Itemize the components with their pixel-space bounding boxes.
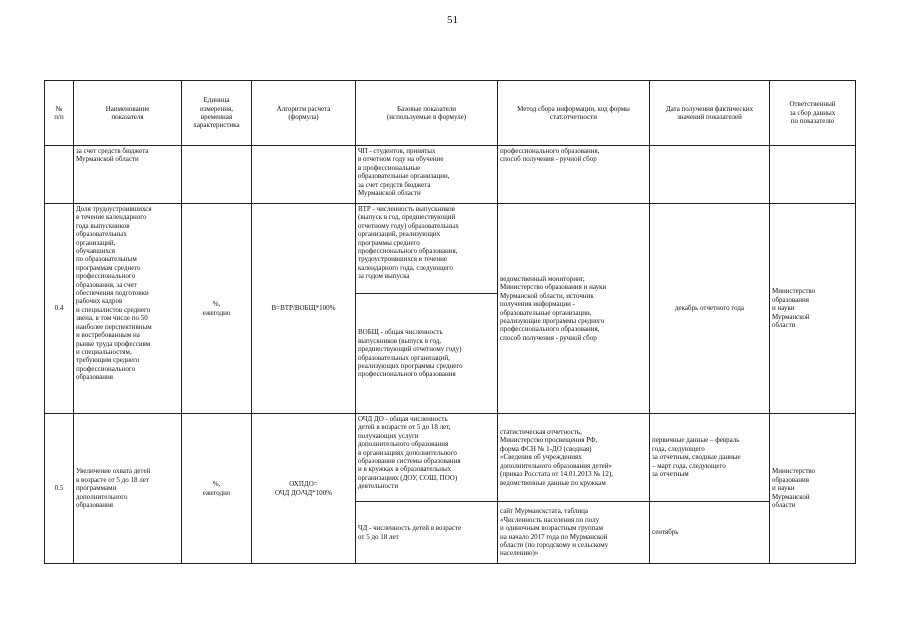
row-04-name: Доля трудоустроившихся в течение календарного года выпускников образовательных организаций, обучавшихся по образовательным программам среднего профессионального образования, за счет обеспечения подготовки рабочих кадров и специалистов среднего звена, в том числе по 50 наиболее перспективным и востребованным на рынке труда профессиям и специальностям, требующим среднего профессионального образования — [74, 204, 182, 414]
cont-method: профессионального образования, способ получения - ручной сбор — [498, 146, 650, 204]
row-04-formula: В=ВТР/ВОБЩ*100% — [252, 204, 356, 414]
row-05-base-chd: ЧД - численность детей в возрасте от 5 до 18 лет — [356, 502, 498, 564]
header-number: № п/п — [45, 81, 74, 146]
header-date: Дата получения фактических значений показателей — [650, 81, 770, 146]
cont-name: за счет средств бюджета Мурманской области — [74, 146, 182, 204]
row-04-method: ведомственный мониторинг, Министерство образования и науки Мурманской области, источник получения информации - образовательные организации, реализующие программы среднего профессионального образования, способ получения - ручной сбор — [498, 204, 650, 414]
row-05-base-ochd: ОЧД ДО - общая численность детей в возрасте от 5 до 18 лет, получающих услуги дополнительного образования в организациях дополнительного образования системы образования и в кружках в образовательных организациях (ДОУ, СОШ, ПОО) деятельности — [356, 414, 498, 502]
cont-base: ЧП - студентов, принятых в отчетном году на обучение в профессиональные образовательные организации, за счет средств бюджета Мурманской области — [356, 146, 498, 204]
indicators-table — [44, 80, 856, 564]
row-05-method-stat: статистическая отчетность, Министерство просвещения РФ, форма ФСН № 1-ДО (сводная) «Сведения об учреждениях дополнительного образования детей» (приказ Росстата от 14.01.2013 № 12), ведомственные данные по кружкам — [498, 414, 650, 502]
row-04-base-vtr: ВТР - численность выпускников (выпуск в год, предшествующий отчетному году) образовательных организаций, реализующих программы среднего профессионального образования, трудоустроившихся в течение календарного года, следующего за годом выпуска — [356, 204, 498, 294]
page-number: 51 — [447, 14, 458, 26]
row-05-date-primary: первичные данные – февраль года, следующего за отчетным, сводные данные – март года, следующего за отчетным — [650, 414, 770, 502]
row-05-unit: %, ежегодно — [182, 414, 252, 564]
header-unit: Единица измерения, временная характеристика — [182, 81, 252, 146]
cont-responsible — [770, 146, 856, 204]
header-formula: Алгоритм расчета (формула) — [252, 81, 356, 146]
row-05-formula: ОХПДО= ОЧД ДО/ЧД*100% — [252, 414, 356, 564]
table-row-continuation — [45, 146, 856, 204]
header-method: Метод сбора информации, код формы стат.отчетности — [498, 81, 650, 146]
row-04-base-vobsch: ВОБЩ - общая численность выпускников (выпуск в год, предшествующий отчетному году) образовательных организаций, реализующих программы среднего профессионального образования — [356, 294, 498, 414]
row-05-number: 0.5 — [45, 414, 74, 564]
row-04-number: 0.4 — [45, 204, 74, 414]
cont-unit — [182, 146, 252, 204]
row-04-unit: %, ежегодно — [182, 204, 252, 414]
table-header-row — [45, 81, 856, 146]
row-05-name: Увеличение охвата детей в возрасте от 5 до 18 лет программами дополнительного образования — [74, 414, 182, 564]
cont-date — [650, 146, 770, 204]
table-row-0-5 — [45, 414, 856, 502]
cont-number — [45, 146, 74, 204]
header-responsible: Ответственный за сбор данных по показателю — [770, 81, 856, 146]
header-base-indicators: Базовые показатели (используемые в формуле) — [356, 81, 498, 146]
row-04-date: декабрь отчетного года — [650, 204, 770, 414]
row-05-responsible: Министерство образования и науки Мурманской области — [770, 414, 856, 564]
table-row-0-4 — [45, 204, 856, 294]
row-05-date-september: сентябрь — [650, 502, 770, 564]
row-04-responsible: Министерство образования и науки Мурманской области — [770, 204, 856, 414]
header-indicator-name: Наименование показателя — [74, 81, 182, 146]
cont-formula — [252, 146, 356, 204]
row-05-method-site: сайт Мурманскстата, таблица «Численность населения по полу и одиночным возрастным группам на начало 2017 года по Мурманской области (по городскому и сельскому населению)» — [498, 502, 650, 564]
